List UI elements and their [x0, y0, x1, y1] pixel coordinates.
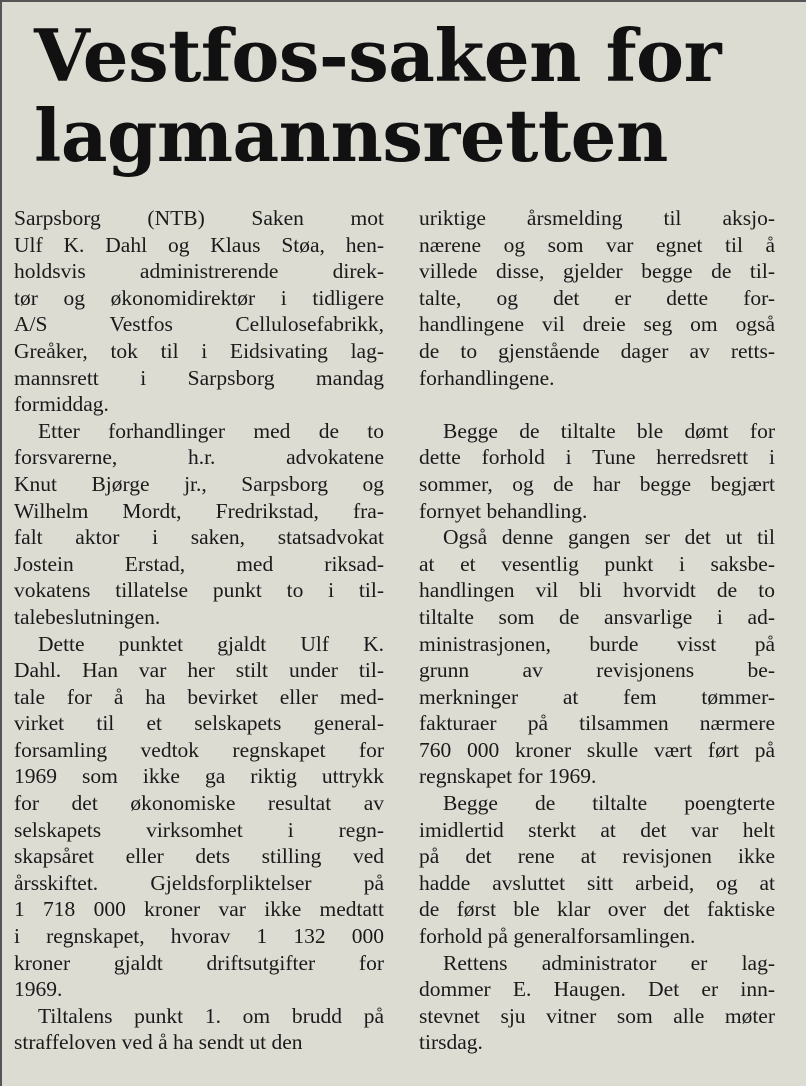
- article-line: Etter forhandlinger med de to: [38, 418, 384, 443]
- article-line: Dette punktet gjaldt Ulf K.: [38, 631, 384, 656]
- article-line: Jostein Erstad, med riksad-: [14, 551, 384, 576]
- article-line: Begge de tiltalte poengterte: [443, 791, 775, 816]
- article-line: 1969.: [14, 977, 63, 1002]
- article-line: villede disse, gjelder begge de til-: [419, 259, 775, 284]
- article-line: tør og økonomidirektør i tidligere: [14, 285, 384, 310]
- article-line: forsvarerne, h.r. advokatene: [14, 445, 384, 470]
- article-line: ministrasjonen, burde visst på: [419, 631, 775, 656]
- article-line: Sarpsborg (NTB) Saken mot: [14, 206, 384, 230]
- article-line: grunn av revisjonens be-: [419, 658, 775, 683]
- article-line: A/S Vestfos Cellulosefabrikk,: [14, 312, 384, 337]
- article-line: formiddag.: [14, 392, 109, 417]
- headline-line: Vestfos-saken for: [34, 13, 721, 98]
- article-line: 760 000 kroner skulle vært ført på: [419, 737, 775, 762]
- article-line: fakturaer på tilsammen nærmere: [419, 711, 775, 736]
- article-line: de først ble klar over det faktiske: [419, 897, 775, 922]
- article-line: Rettens administrator er lag-: [443, 950, 775, 975]
- article-line: straffeloven ved å ha sendt ut den: [14, 1030, 303, 1055]
- article-line: tirsdag.: [419, 1030, 483, 1055]
- article-line: på det rene at revisjonen ikke: [419, 844, 775, 869]
- article-column-right: [419, 205, 775, 1056]
- article-line: sommer, og de har begge begjært: [419, 471, 775, 496]
- article-line: regnskapet for 1969.: [419, 764, 597, 789]
- article-line: årsskiftet. Gjeldsforpliktelser på: [14, 870, 384, 895]
- article-line: tale for å ha bevirket eller med-: [14, 684, 384, 709]
- article-line: uriktige årsmelding til aksjo-: [419, 206, 775, 230]
- article-line: Tiltalens punkt 1. om brudd på: [38, 1003, 384, 1028]
- article-column-left: [14, 205, 384, 1056]
- article-line: kroner gjaldt driftsutgifter for: [14, 950, 384, 975]
- article-line: imidlertid sterkt at det var helt: [419, 817, 775, 842]
- paragraph-gap: [419, 391, 775, 418]
- article-line: forhandlingene.: [419, 365, 555, 390]
- article-line: talte, og det er dette for-: [419, 285, 775, 310]
- article-line: selskapets virksomhet i regn-: [14, 817, 384, 842]
- article-line: i regnskapet, hvorav 1 132 000: [14, 924, 384, 949]
- article-line: merkninger at fem tømmer-: [419, 684, 775, 709]
- article-line: Greåker, tok til i Eidsivating lag-: [14, 338, 384, 363]
- headline: [34, 13, 794, 178]
- article-line: talebeslutningen.: [14, 604, 161, 629]
- article-line: stevnet sju vitner som alle møter: [419, 1003, 775, 1028]
- article-line: 1 718 000 kroner var ikke medtatt: [14, 897, 384, 922]
- article-line: Dahl. Han var her stilt under til-: [14, 658, 384, 683]
- article-line: forsamling vedtok regnskapet for: [14, 737, 384, 762]
- article-line: fornyet behandling.: [419, 498, 588, 523]
- article-line: tiltalte som de ansvarlige i ad-: [419, 604, 775, 629]
- article-line: Også denne gangen ser det ut til: [443, 525, 775, 550]
- article-line: forhold på generalforsamlingen.: [419, 924, 696, 949]
- article-line: Begge de tiltalte ble dømt for: [443, 418, 775, 443]
- article-line: holdsvis administrerende direk-: [14, 259, 384, 284]
- article-line: vokatens tillatelse punkt to i til-: [14, 578, 384, 603]
- article-line: Knut Bjørge jr., Sarpsborg og: [14, 471, 384, 496]
- article-line: handlingen vil bli hvorvidt de to: [419, 578, 775, 603]
- article-line: skapsåret eller dets stilling ved: [14, 844, 384, 869]
- article-line: Wilhelm Mordt, Fredrikstad, fra-: [14, 498, 384, 523]
- article-line: for det økonomiske resultat av: [14, 791, 384, 816]
- article-line: mannsrett i Sarpsborg mandag: [14, 365, 384, 390]
- article-line: handlingene vil dreie seg om også: [419, 312, 775, 337]
- article-line: nærene og som var egnet til å: [419, 232, 775, 257]
- article-line: Ulf K. Dahl og Klaus Støa, hen-: [14, 232, 384, 257]
- article-line: hadde avsluttet sitt arbeid, og at: [419, 870, 775, 895]
- headline-line: lagmannsretten: [34, 93, 668, 178]
- article-line: de to gjenstående dager av retts-: [419, 338, 775, 363]
- article-line: 1969 som ikke ga riktig uttrykk: [14, 764, 384, 789]
- article-line: dommer E. Haugen. Det er inn-: [419, 977, 775, 1002]
- article-line: virket til et selskapets general-: [14, 711, 384, 736]
- article-line: at et vesentlig punkt i saksbe-: [419, 551, 775, 576]
- article-line: dette forhold i Tune herredsrett i: [419, 445, 775, 470]
- article-line: falt aktor i saken, statsadvokat: [14, 525, 384, 550]
